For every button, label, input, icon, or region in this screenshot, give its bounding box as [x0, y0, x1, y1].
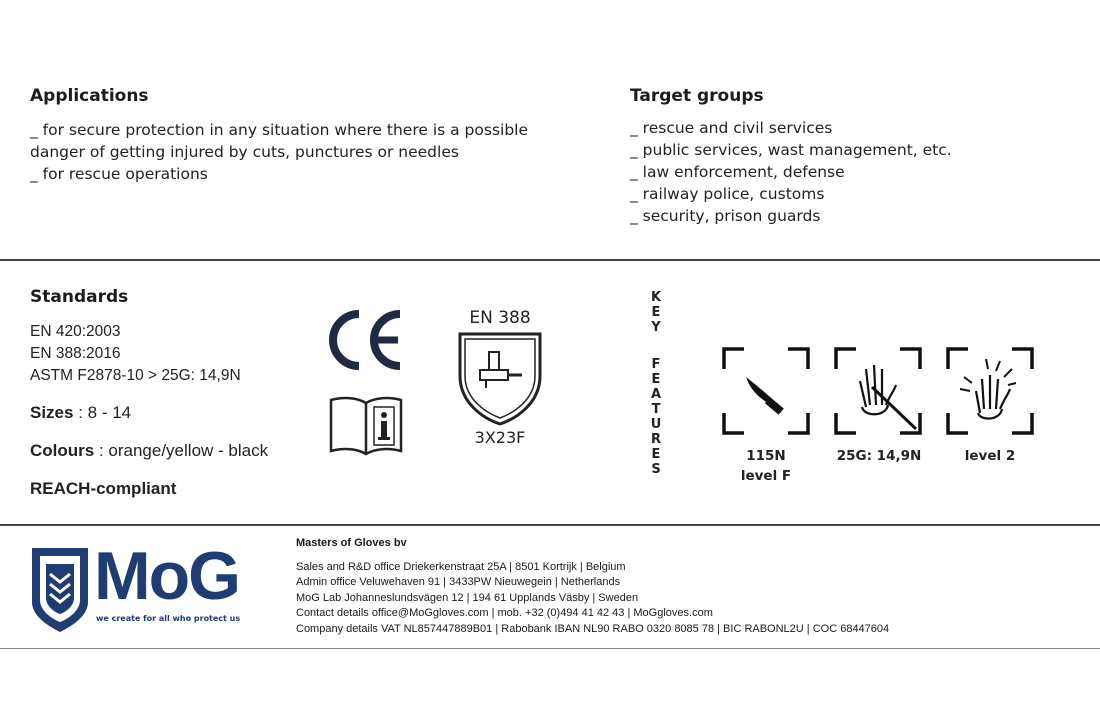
target-group-item: _ public services, wast management, etc. — [630, 141, 952, 159]
company-name: Masters of Gloves bv — [296, 537, 407, 549]
section-divider — [0, 524, 1100, 526]
feature-needle-label: 25G: 14,9N — [836, 448, 922, 464]
en388-block — [455, 308, 545, 447]
colours-value: : orange/yellow - black — [94, 441, 269, 460]
section-divider — [0, 259, 1100, 261]
footer-contact-line: Contact details office@MoGgloves.com | mob. +32 (0)494 41 42 43 | MoGgloves.com — [296, 607, 713, 619]
applications-section — [30, 86, 528, 185]
target-groups-section — [630, 86, 952, 227]
footer-line: Company details VAT NL857447889B01 | Rabobank IBAN NL90 RABO 0320 8085 78 | BIC RABONL2U | COC 68447604 — [296, 622, 890, 635]
reach-compliant: REACH-compliant — [30, 479, 177, 498]
standards-section — [30, 287, 268, 499]
manual-info-icon — [328, 395, 404, 461]
target-groups-title: Target groups — [630, 86, 764, 106]
target-group-item: _ security, prison guards — [630, 207, 821, 225]
shield-logo-icon — [30, 546, 90, 634]
target-group-item: _ railway police, customs — [630, 185, 825, 203]
applications-line: _ for rescue operations — [30, 165, 208, 183]
applications-title: Applications — [30, 86, 149, 106]
company-details — [296, 536, 889, 637]
logo-wordmark: MoG — [94, 538, 240, 614]
needle-hand-icon — [834, 347, 922, 439]
target-group-item: _ rescue and civil services — [630, 119, 833, 137]
knife-cut-icon — [722, 347, 810, 439]
sizes-label: Sizes — [30, 403, 74, 422]
standard-item: EN 420:2003 — [30, 323, 121, 340]
footer-line: Sales and R&D office Driekerkenstraat 25A | 8501 Kortrijk | Belgium — [296, 560, 626, 573]
impact-hand-icon — [946, 347, 1034, 439]
target-group-item: _ law enforcement, defense — [630, 163, 845, 181]
logo-tagline: we create for all who protect us — [96, 614, 241, 623]
key-features-label: K E Y F E A T U R E S — [650, 290, 662, 477]
footer-line: MoG Lab Johanneslundsvägen 12 | 194 61 Upplands Väsby | Sweden — [296, 591, 639, 604]
standard-item: EN 388:2016 — [30, 345, 121, 362]
footer-divider — [0, 648, 1100, 649]
feature-impact-label: level 2 — [964, 448, 1016, 464]
colours-row — [30, 441, 268, 461]
applications-line: danger of getting injured by cuts, punctures or needles — [30, 143, 459, 161]
ce-mark-icon — [326, 308, 404, 376]
standard-item: ASTM F2878-10 > 25G: 14,9N — [30, 367, 241, 384]
colours-label: Colours — [30, 441, 95, 460]
feature-cut-label: 115N level F — [740, 448, 792, 484]
en388-code: 3X23F — [474, 428, 526, 447]
sizes-value: : 8 - 14 — [73, 403, 132, 422]
standards-title: Standards — [30, 287, 129, 307]
en388-title: EN 388 — [469, 308, 531, 328]
footer-line: Admin office Veluwehaven 91 | 3433PW Nieuwegein | Netherlands — [296, 576, 621, 588]
applications-line: _ for secure protection in any situation where there is a possible — [30, 121, 529, 139]
sizes-row — [30, 403, 268, 423]
hammer-shield-icon — [456, 330, 544, 426]
